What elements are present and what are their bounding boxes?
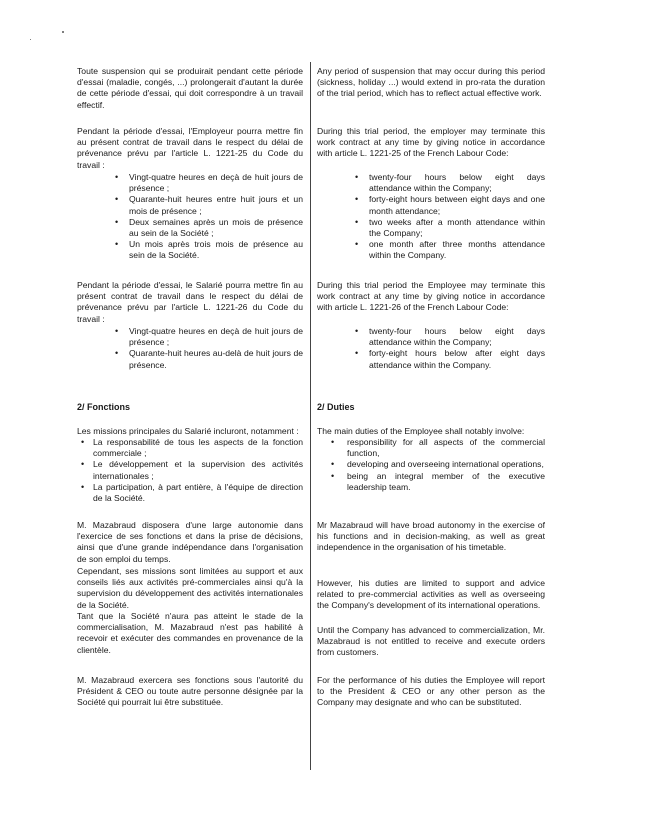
list-item: • twenty-four hours below eight days attendance within the Company; xyxy=(355,172,545,194)
fr-suspension-paragraph: Toute suspension qui se produirait pendant cette période d'essai (maladie, congés, ...) prolongerait d'autant la durée de cette période d'essai, qui doit correspondre à un travail effectif. xyxy=(77,66,303,110)
fr-autonomy-paragraph: M. Mazabraud disposera d'une large autonomie dans l'exercice de ses fonctions et dans la prise de décisions, ainsi que d'une grande indépendance dans l'organisation de son emploi du temps. xyxy=(77,520,303,564)
list-item: • Deux semaines après un mois de présence au sein de la Société ; xyxy=(115,216,303,239)
list-item: • being an integral member of the executive leadership team. xyxy=(331,470,545,492)
bullet-icon: • xyxy=(355,216,359,227)
list-item: • La participation, à part entière, à l'équipe de direction de la Société. xyxy=(81,481,303,504)
fr-duties-heading: 2/ Fonctions xyxy=(77,402,131,412)
bullet-icon: • xyxy=(355,348,359,359)
fr-employee-notice-list xyxy=(77,326,303,371)
en-employee-notice-intro: During this trial period the Employee may terminate this work contract at any time by giving notice in accordance with article L. 1221-26 of the French Labour Code: xyxy=(317,280,545,313)
list-item: • Vingt-quatre heures en deçà de huit jours de présence ; xyxy=(115,172,303,194)
fr-commercial-paragraph: Tant que la Société n'aura pas atteint le stade de la commercialisation, M. Mazabraud n'est pas habilité à recevoir et exécuter des commandes en provenance de la clientèle. xyxy=(77,611,303,655)
bullet-icon: • xyxy=(115,239,119,250)
list-item: • Quarante-huit heures au-delà de huit jours de présence. xyxy=(115,348,303,370)
list-item: • two weeks after a month attendance within the Company; xyxy=(355,216,545,239)
fr-employer-notice-list xyxy=(77,172,303,262)
fr-employee-notice-intro: Pendant la période d'essai, le Salarié pourra mettre fin au présent contrat de travail dans le respect du délai de prévenance prévu par l'article L. 1221-26 du Code du travail : xyxy=(77,280,303,324)
list-item: • twenty-four hours below eight days attendance within the Company; xyxy=(355,326,545,348)
bullet-icon: • xyxy=(355,194,359,205)
bullet-icon: • xyxy=(355,326,359,336)
list-item: • La responsabilité de tous les aspects de la fonction commerciale ; xyxy=(81,437,303,459)
scan-speck xyxy=(62,31,64,33)
en-commercial-paragraph: Until the Company has advanced to commercialization, Mr. Mazabraud is not entitled to receive and execute orders from customers. xyxy=(317,625,545,658)
fr-employer-notice-intro: Pendant la période d'essai, l'Employeur pourra mettre fin au présent contrat de travail dans le respect du délai de prévenance prévu par l'article L. 1221-25 du Code du travail : xyxy=(77,126,303,170)
en-report-paragraph: For the performance of his duties the Employee will report to the President & CEO or any other person as the Company may designate and who can be substituted. xyxy=(317,675,545,708)
bullet-icon: • xyxy=(331,470,335,481)
list-item: • forty-eight hours between eight days and one month attendance; xyxy=(355,194,545,216)
en-autonomy-paragraph: Mr Mazabraud will have broad autonomy in the exercise of his functions and in decision-making, as well as great independence in the organisation of his timetable. xyxy=(317,520,545,553)
en-employer-notice-list xyxy=(317,172,545,262)
en-duties-heading: 2/ Duties xyxy=(317,402,355,412)
list-item: • Un mois après trois mois de présence au sein de la Société. xyxy=(115,239,303,261)
bullet-icon: • xyxy=(81,459,85,470)
column-divider xyxy=(310,62,311,770)
en-employer-notice-intro: During this trial period, the employer may terminate this work contract at any time by giving notice in accordance with article L. 1221-25 of the French Labour Code: xyxy=(317,126,545,159)
list-item: • one month after three months attendance within the Company. xyxy=(355,239,545,261)
fr-missions-list xyxy=(77,437,303,504)
list-item: • forty-eight hours below after eight days attendance within the Company. xyxy=(355,348,545,370)
bullet-icon: • xyxy=(355,172,359,182)
fr-missions-intro: Les missions principales du Salarié incluront, notamment : xyxy=(77,426,299,436)
en-employee-notice-list xyxy=(317,326,545,371)
bullet-icon: • xyxy=(115,194,119,205)
bullet-icon: • xyxy=(81,437,85,447)
fr-limited-paragraph: Cependant, ses missions sont limitées au support et aux conseils liés aux activités pré-commerciales ainsi qu'à la supervision du développement des activités internationales de la Société. xyxy=(77,566,303,610)
en-limited-paragraph: However, his duties are limited to support and advice related to pre-commercial activities as well as overseeing the Company's development of its international operations. xyxy=(317,578,545,611)
bullet-icon: • xyxy=(355,239,359,250)
list-item: • Quarante-huit heures entre huit jours et un mois de présence ; xyxy=(115,194,303,216)
list-item: • Le développement et la supervision des activités internationales ; xyxy=(81,459,303,481)
en-missions-list xyxy=(317,437,545,493)
en-suspension-paragraph: Any period of suspension that may occur during this period (sickness, holiday ...) would extend in pro-rata the duration of the trial period, which has to reflect actual effective work. xyxy=(317,66,545,99)
bullet-icon: • xyxy=(331,459,335,470)
bullet-icon: • xyxy=(115,216,119,227)
en-missions-intro: The main duties of the Employee shall notably involve: xyxy=(317,426,525,436)
bullet-icon: • xyxy=(331,437,335,447)
bullet-icon: • xyxy=(115,172,119,182)
bullet-icon: • xyxy=(81,481,85,492)
scan-speck xyxy=(30,39,31,40)
bullet-icon: • xyxy=(115,326,119,336)
list-item: • Vingt-quatre heures en deçà de huit jours de présence ; xyxy=(115,326,303,348)
list-item: • developing and overseeing international operations, xyxy=(331,459,544,470)
fr-report-paragraph: M. Mazabraud exercera ses fonctions sous l'autorité du Président & CEO ou toute autre personne désignée par la Société qui pourrait lui être substituée. xyxy=(77,675,303,708)
bullet-icon: • xyxy=(115,348,119,359)
list-item: • responsibility for all aspects of the commercial function, xyxy=(331,437,545,459)
